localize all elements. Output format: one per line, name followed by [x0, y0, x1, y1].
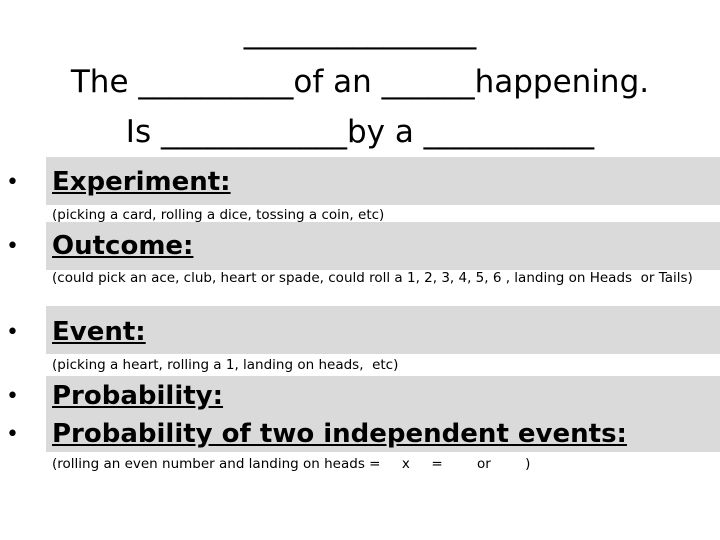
bullet: •: [6, 422, 19, 447]
bullet: •: [6, 234, 19, 259]
bullet: •: [6, 170, 19, 195]
title-line-3: Is ____________by a ___________: [125, 114, 595, 150]
example-experiment: (picking a card, rolling a dice, tossing a coin, etc): [52, 207, 385, 223]
example-two-independent-events: (rolling an even number and landing on heads = x = or ): [52, 456, 531, 472]
heading-outcome: Outcome:: [52, 231, 194, 261]
example-event: (picking a heart, rolling a 1, landing on heads, etc): [52, 357, 399, 373]
heading-event: Event:: [52, 317, 146, 347]
heading-probability: Probability:: [52, 381, 224, 411]
title-line-1: _______________: [243, 14, 477, 50]
example-outcome: (could pick an ace, club, heart or spade, could roll a 1, 2, 3, 4, 5, 6 , landing on Heads or Tails): [52, 270, 693, 286]
bullet: •: [6, 384, 19, 409]
title-line-2: The __________of an ______happening.: [70, 64, 650, 100]
bullet: •: [6, 320, 19, 345]
highlight-band-event: [46, 306, 720, 354]
heading-experiment: Experiment:: [52, 167, 231, 197]
heading-two-independent-events: Probability of two independent events:: [52, 419, 627, 449]
